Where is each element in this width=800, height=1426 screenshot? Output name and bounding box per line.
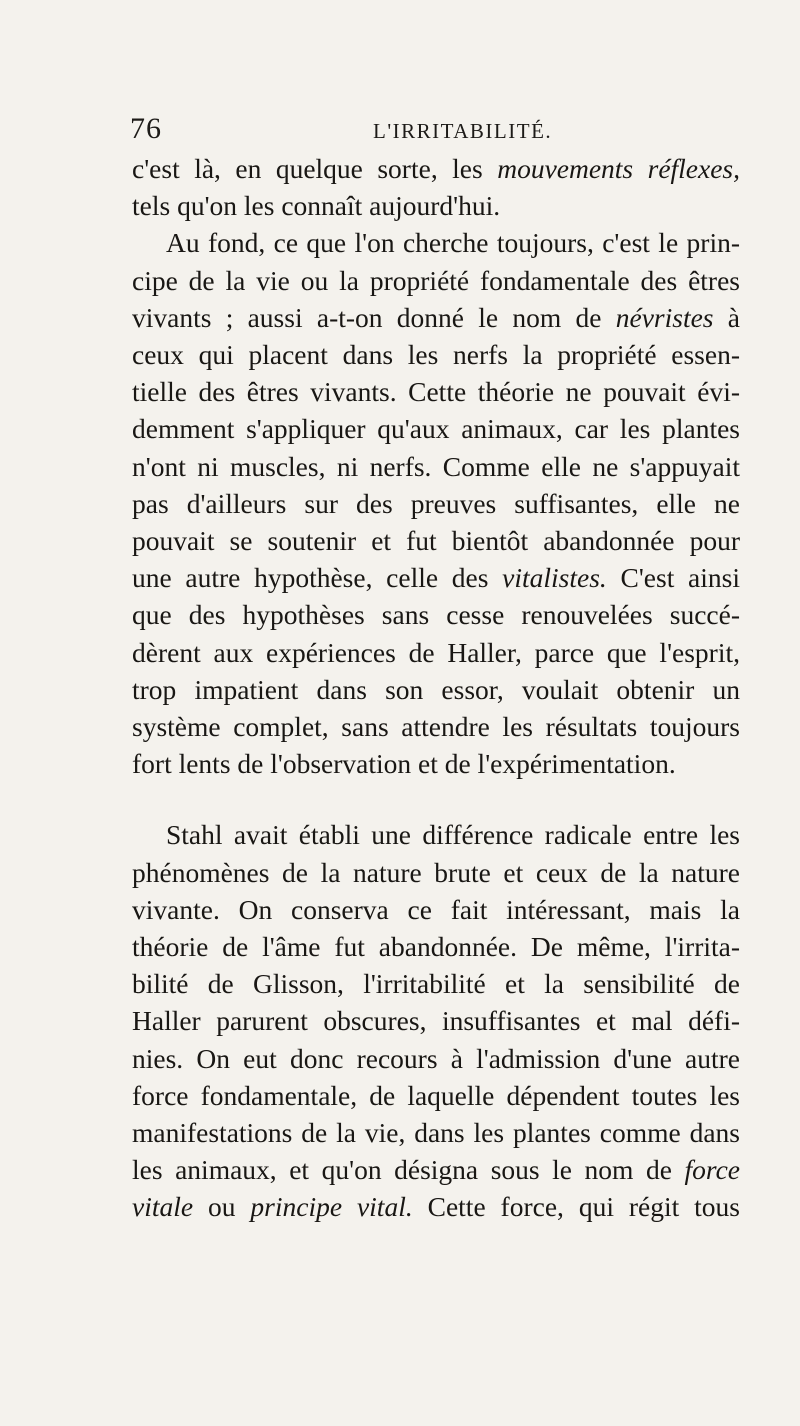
text-line: Au fond, ce que l'on cherche toujours, c'est le prin-	[166, 227, 740, 259]
italic-term: principe vital.	[250, 1191, 413, 1223]
italic-term: névristes	[615, 301, 714, 333]
paragraph-gap	[132, 782, 740, 816]
text-line: c'est là, en quelque sorte, les mouvements réflexes,	[132, 153, 740, 184]
text-line: les animaux, et qu'on désigna sous le nom de force	[132, 1154, 740, 1186]
text-line: une autre hypothèse, celle des vitalistes. C'est ainsi	[132, 562, 740, 594]
text-line: système complet, sans attendre les résultats toujours	[132, 711, 740, 743]
page-header	[130, 112, 730, 152]
italic-term: vitalistes.	[502, 562, 607, 594]
text-line: dèrent aux expériences de Haller, parce que l'esprit,	[132, 636, 740, 668]
text-line: trop impatient dans son essor, voulait obtenir un	[132, 673, 740, 705]
italic-term: force	[684, 1154, 740, 1186]
text-line: Stahl avait établi une différence radicale entre les	[166, 819, 740, 851]
text-line: phénomènes de la nature brute et ceux de la nature	[132, 856, 740, 888]
text-line: ceux qui placent dans les nerfs la propriété essen-	[132, 339, 740, 371]
text-line: nies. On eut donc recours à l'admission d'une autre	[132, 1042, 740, 1074]
text-line: Haller parurent obscures, insuffisantes et mal défi-	[132, 1005, 740, 1037]
text-line: vivants ; aussi a-t-on donné le nom de névristes à	[132, 301, 740, 333]
text-line: fort lents de l'observation et de l'expérimentation.	[132, 748, 676, 780]
page-body	[132, 150, 740, 1226]
text-line: manifestations de la vie, dans les plantes comme dans	[132, 1117, 740, 1149]
text-line: vivante. On conserva ce fait intéressant, mais la	[132, 893, 740, 925]
text-line: tels qu'on les connaît aujourd'hui.	[132, 190, 501, 222]
text-line: théorie de l'âme fut abandonnée. De même, l'irrita-	[132, 931, 740, 963]
text-line: demment s'appliquer qu'aux animaux, car les plantes	[132, 413, 740, 445]
text-line: bilité de Glisson, l'irritabilité et la sensibilité de	[132, 968, 740, 1000]
text-line: que des hypothèses sans cesse renouvelées succé-	[132, 599, 740, 631]
italic-term: vitale	[132, 1191, 194, 1223]
text-line: cipe de la vie ou la propriété fondamentale des êtres	[132, 264, 740, 296]
text-line: pas d'ailleurs sur des preuves suffisantes, elle ne	[132, 487, 740, 519]
text-line: vitale ou principe vital. Cette force, qui régit tous	[132, 1191, 741, 1223]
text-line: n'ont ni muscles, ni nerfs. Comme elle ne s'appuyait	[132, 450, 740, 482]
text-line: force fondamentale, de laquelle dépendent toutes les	[132, 1079, 740, 1111]
page-number: 76	[130, 112, 162, 145]
text-line: pouvait se soutenir et fut bientôt abandonnée pour	[132, 525, 740, 557]
text-line: tielle des êtres vivants. Cette théorie ne pouvait évi-	[132, 376, 740, 408]
running-title: L'IRRITABILITÉ.	[373, 119, 553, 143]
italic-term: mouvements réflexes,	[497, 153, 740, 184]
